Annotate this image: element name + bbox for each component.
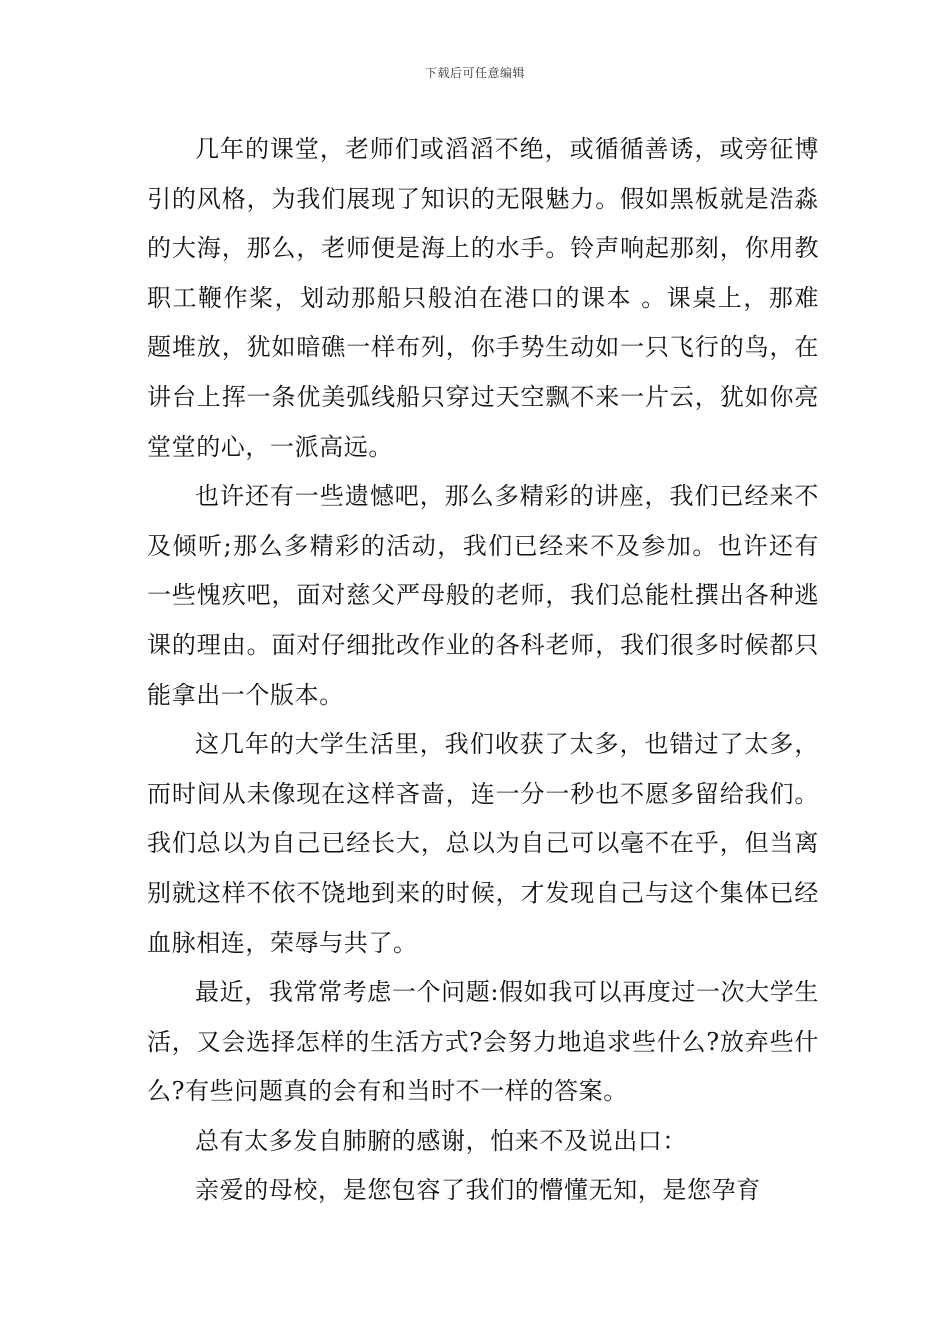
paragraph-6: 亲爱的母校，是您包容了我们的懵懂无知，是您孕育 [195, 1176, 761, 1205]
paragraph-1: 几年的课堂，老师们或滔滔不绝，或循循善诱，或旁征博引的风格，为我们展现了知识的无限魅力。假如黑板就是浩淼的大海，那么，老师便是海上的水手。铃声响起那刻，你用教职工鞭作桨，划动那船只般泊在港口的课本 。课桌上，那难题堆放，犹如暗礁一样布列，你手势生动如一只飞行的鸟，在讲台上挥一条优美弧线船只穿过天空飘不来一片云，犹如你亮堂堂的心，一派高远。 [147, 135, 819, 461]
page-header: 下载后可任意编辑 [424, 66, 525, 80]
paragraph-3: 这几年的大学生活里，我们收获了太多，也错过了太多，而时间从未像现在这样吝啬，连一分一秒也不愿多留给我们。我们总以为自己已经长大，总以为自己可以毫不在乎，但当离别就这样不依不饶地到来的时候，才发现自己与这个集体已经血脉相连，荣辱与共了。 [147, 730, 819, 957]
paragraph-2: 也许还有一些遗憾吧，那么多精彩的讲座，我们已经来不及倾听;那么多精彩的活动，我们已经来不及参加。也许还有一些愧疚吧，面对慈父严母般的老师，我们总能杜撰出各种逃课的理由。面对仔细批改作业的各科老师，我们很多时候都只能拿出一个版本。 [147, 482, 819, 709]
paragraph-4: 最近，我常常考虑一个问题:假如我可以再度过一次大学生活，又会选择怎样的生活方式?会努力地追求些什么?放弃些什么?有些问题真的会有和当时不一样的答案。 [147, 978, 819, 1106]
paragraph-5: 总有太多发自肺腑的感谢，怕来不及说出口： [195, 1126, 687, 1155]
document-body [147, 125, 819, 1216]
